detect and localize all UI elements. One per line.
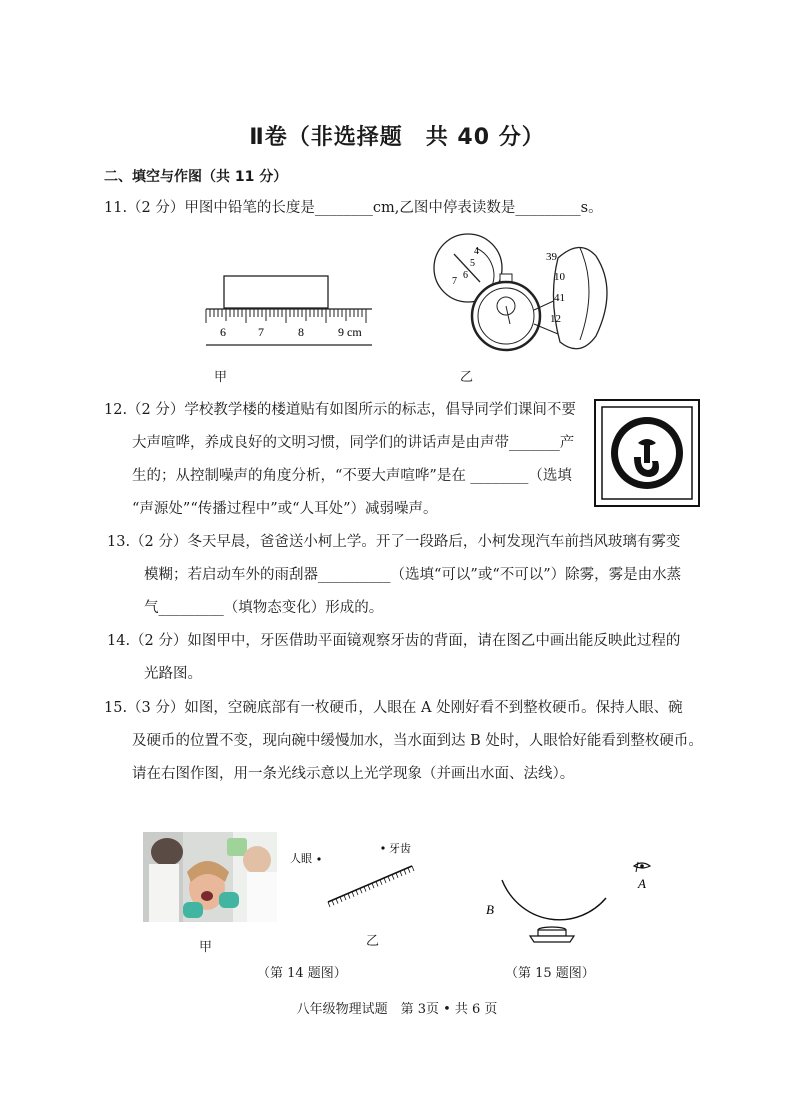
q12-line-2: 大声喧哗，养成良好的文明习惯，同学们的讲话声是由声带_______产: [132, 435, 575, 451]
big-dial-12: 12: [550, 313, 561, 325]
label-A: A: [638, 876, 646, 891]
q13-line-2: 模糊；若启动车外的雨刮器__________（选填“可以”或“不可以”）除雾，雾是由水蒸: [144, 567, 682, 583]
q11-text: 11.（2 分）甲图中铅笔的长度是________cm,乙图中停表读数是_________s。: [104, 200, 603, 216]
bowl-diagram: [480, 850, 660, 950]
q12-line-1: 12.（2 分）学校教学楼的楼道贴有如图所示的标志，倡导同学们课间不要: [104, 402, 576, 418]
tooth-point: [381, 846, 384, 849]
mirror-hatch-mark: [400, 871, 402, 876]
quiet-sign-figure: [594, 399, 700, 507]
bowl-outline: [502, 880, 606, 920]
mirror-hatch-mark: [368, 885, 370, 890]
eye-point: [317, 857, 320, 860]
q12-line-3: 生的；从控制噪声的角度分析，“不要大声喧哗”是在 ________（选填: [132, 468, 572, 484]
mirror-hatch-mark: [336, 899, 338, 904]
mirror-hatch-mark: [388, 876, 390, 881]
q13-line-1: 13.（2 分）冬天早晨，爸爸送小柯上学。开了一段路后，小柯发现汽车前挡风玻璃有雾变: [107, 534, 681, 550]
plane-mirror: [328, 866, 412, 902]
ruler-label-8: 8: [298, 325, 304, 339]
ruler-label-9cm: 9 cm: [338, 325, 362, 339]
mirror-hatch-mark: [408, 868, 410, 873]
dentist-photo: [143, 832, 277, 922]
ruler-label-7: 7: [258, 325, 264, 339]
page-footer: 八年级物理试题 第 3页 • 共 6 页: [296, 1002, 498, 1017]
mirror-hatch-mark: [376, 881, 378, 886]
section-heading: 二、填空与作图（共 11 分）: [104, 169, 288, 185]
small-dial-6: 6: [463, 270, 468, 281]
mirror-hatch-mark: [380, 880, 382, 885]
q12-line-4: “声源处”“传播过程中”或“人耳处”）减弱噪声。: [132, 501, 438, 517]
mirror-hatch-mark: [392, 875, 394, 880]
label-eye: 人眼: [290, 852, 312, 865]
caption-jia-14: 甲: [199, 940, 213, 955]
ruler-label-6: 6: [220, 325, 226, 339]
q15-line-2: 及硬币的位置不变，现向碗中缓慢加水，当水面到达 B 处时，人眼恰好能看到整枚硬币。: [132, 733, 703, 749]
big-dial-39: 39: [546, 251, 557, 263]
mirror-hatch-mark: [328, 902, 330, 907]
label-B: B: [486, 902, 494, 917]
small-dial-5: 5: [470, 258, 475, 269]
mirror-hatch-mark: [404, 869, 406, 874]
mirror-hatch-mark: [372, 883, 374, 888]
mirror-hatch-mark: [384, 878, 386, 883]
caption-yi-11: 乙: [460, 370, 474, 385]
q15-line-3: 请在右图作图，用一条光线示意以上光学现象（并画出水面、法线）。: [132, 766, 575, 782]
label-tooth: 牙齿: [389, 842, 411, 855]
big-dial-41: 41: [554, 292, 565, 304]
pencil: [224, 276, 328, 308]
mirror-hatch-mark: [352, 892, 354, 897]
small-dial-4: 4: [474, 246, 479, 257]
caption-yi-14: 乙: [366, 934, 380, 949]
mirror-hatch-mark: [364, 887, 366, 892]
q15-line-1: 15.（3 分）如图，空碗底部有一枚硬币，人眼在 A 处刚好看不到整枚硬币。保持人眼、碗: [104, 700, 683, 716]
mirror-hatch-mark: [356, 890, 358, 895]
mirror-hatch-mark: [332, 900, 334, 905]
mirror-hatch-mark: [360, 888, 362, 893]
mirror-hatch-mark: [396, 873, 398, 878]
q13-line-3: 气_________（填物态变化）形成的。: [144, 600, 384, 616]
mirror-diagram: [288, 836, 438, 916]
mirror-hatch-mark: [344, 895, 346, 900]
caption-jia-11: 甲: [214, 370, 228, 385]
caption-fig-14: （第 14 题图）: [257, 966, 347, 981]
q14-line-2: 光路图。: [144, 666, 202, 682]
mirror-hatch-mark: [412, 866, 414, 871]
page-title: Ⅱ卷（非选择题 共 40 分）: [249, 125, 545, 150]
small-dial-7: 7: [452, 276, 457, 287]
caption-fig-15: （第 15 题图）: [505, 966, 595, 981]
mirror-hatch-mark: [348, 893, 350, 898]
mirror-hatch-mark: [340, 897, 342, 902]
big-dial-10: 10: [554, 271, 565, 283]
q14-line-1: 14.（2 分）如图甲中，牙医借助平面镜观察牙齿的背面，请在图乙中画出能反映此过程的: [107, 633, 681, 649]
stopwatch-figure: [430, 228, 620, 358]
ruler-figure: [200, 270, 380, 350]
